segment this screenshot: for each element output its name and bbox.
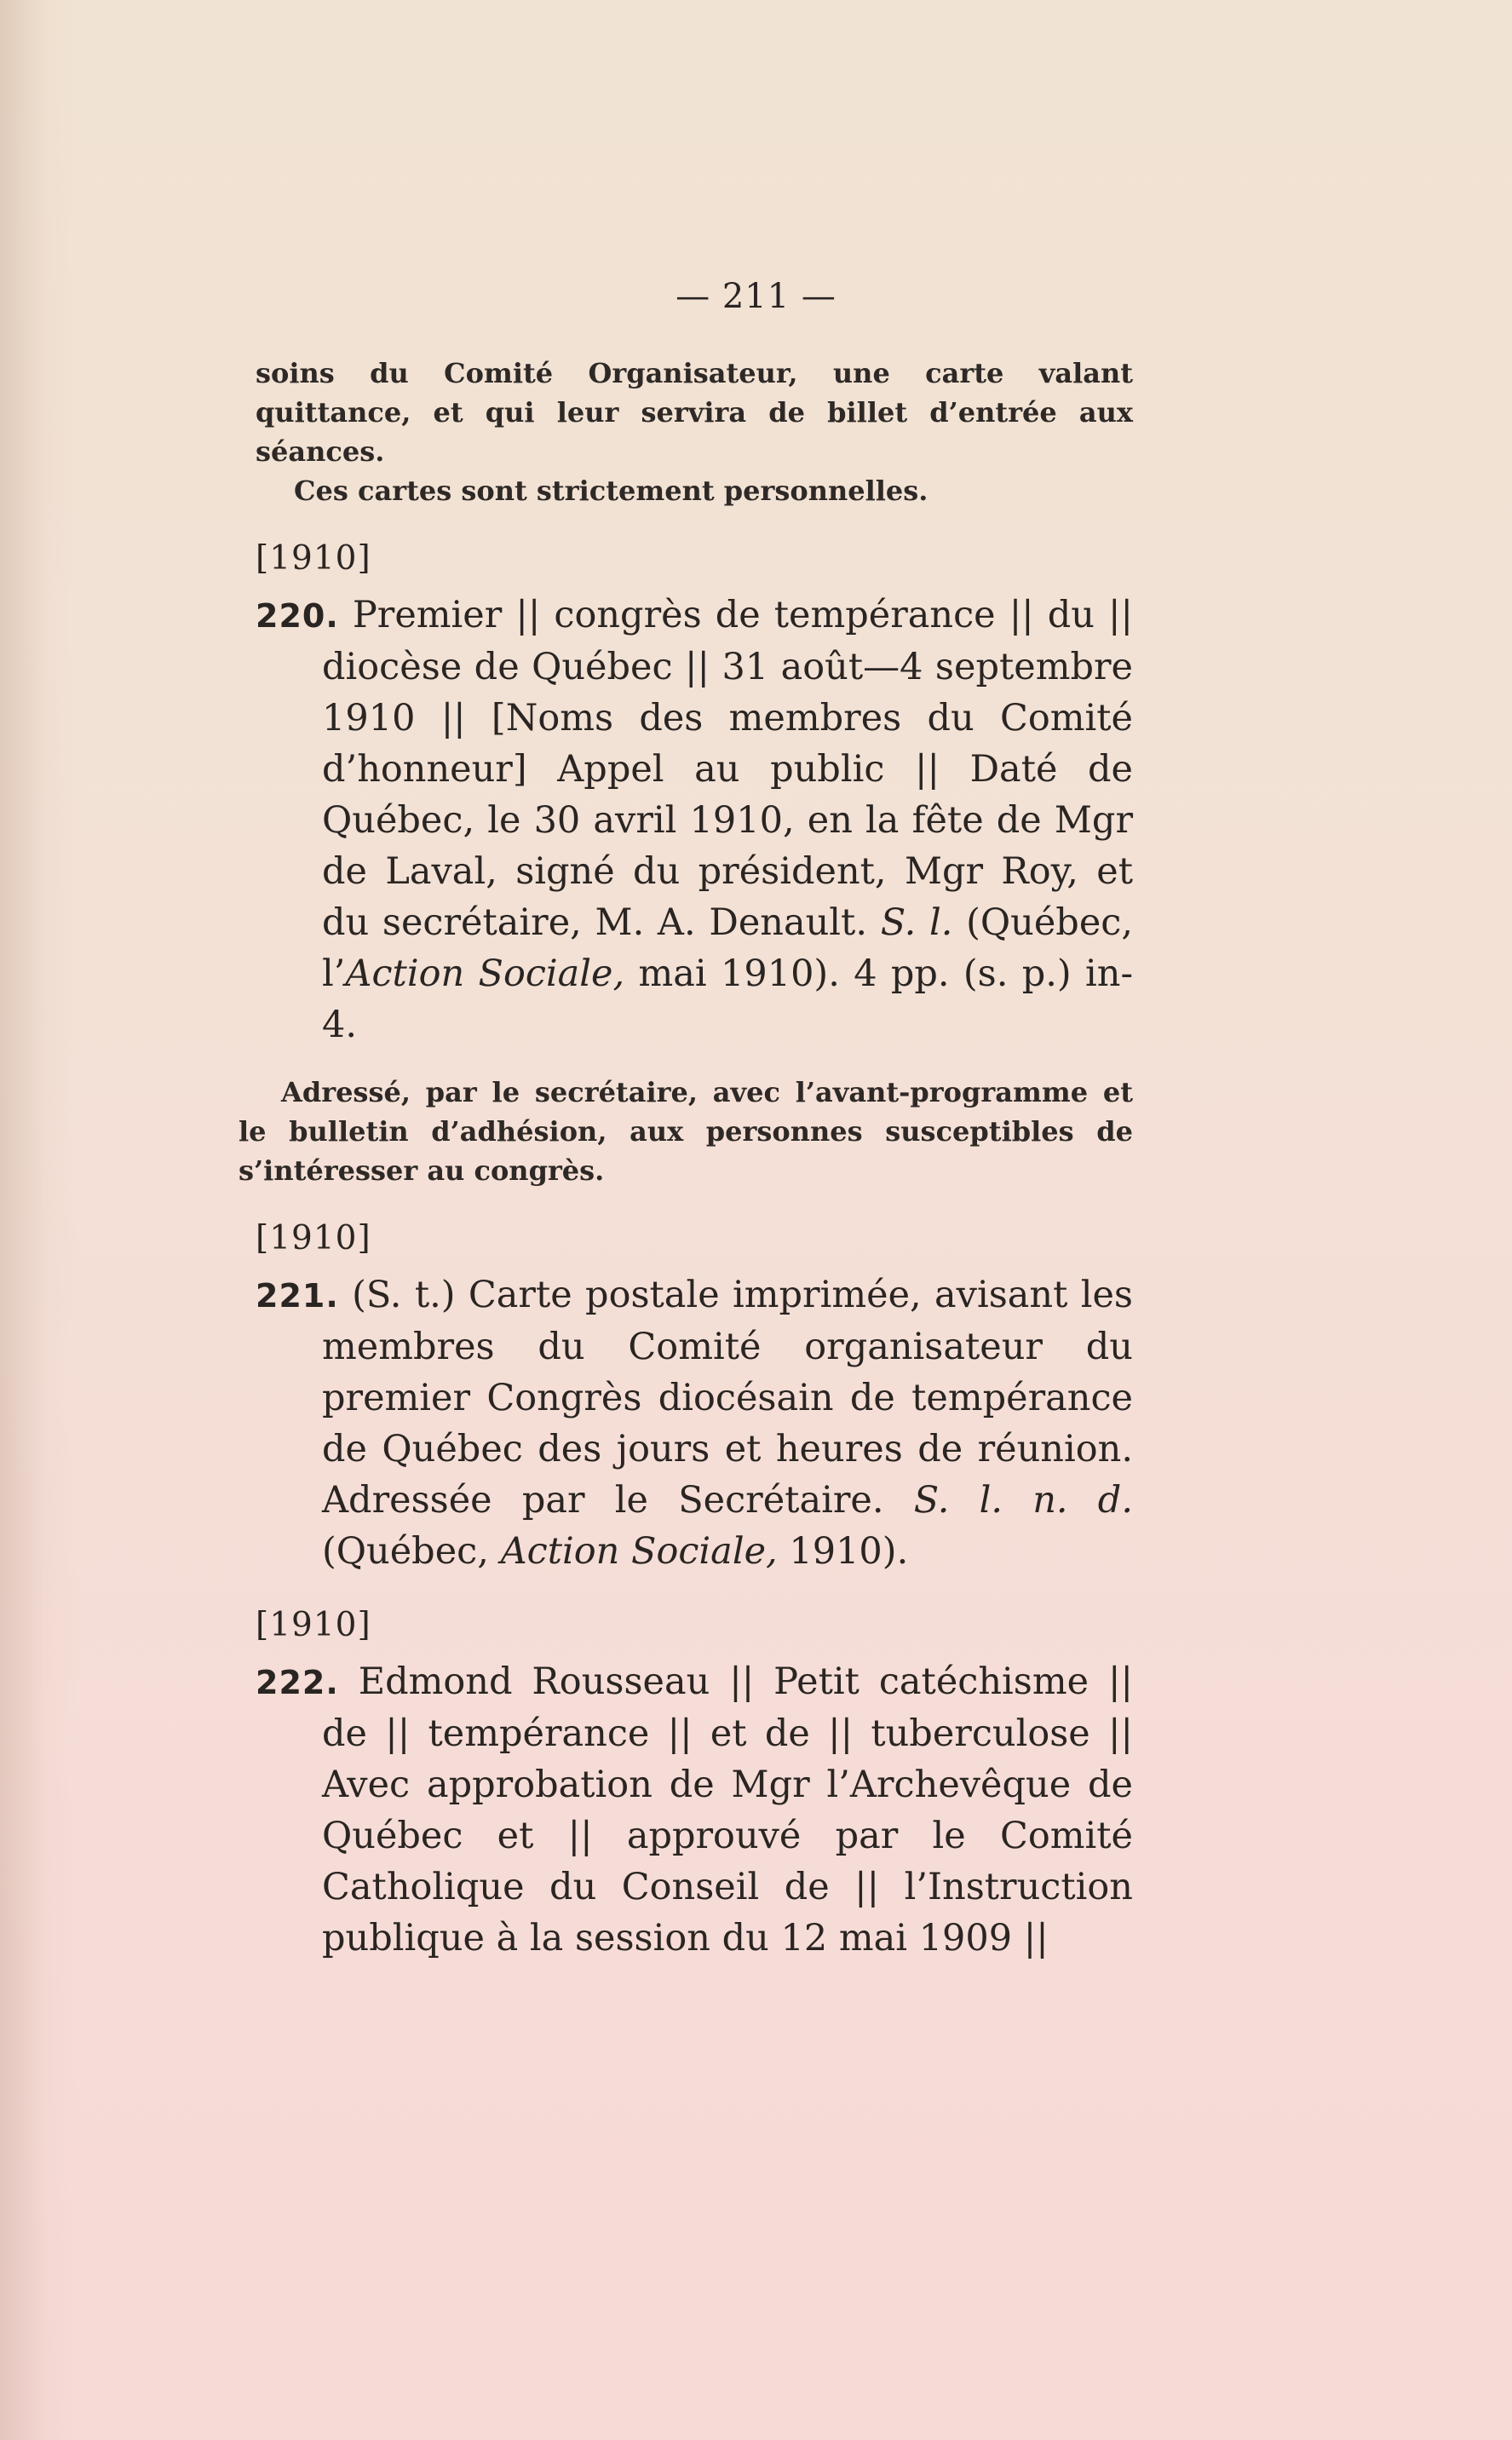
- entry-number: 221.: [256, 1277, 339, 1315]
- entry-publisher: Action Sociale,: [345, 952, 625, 995]
- entry-note-text: Adressé, par le secrétaire, avec l’avant-programme et le bulletin d’adhésion, aux personnes susceptibles de s’intéresser au congrès.: [239, 1076, 1133, 1187]
- entry-pub-open: (Québec,: [322, 1530, 489, 1573]
- entry-publisher: Action Sociale,: [500, 1530, 778, 1573]
- entry-note: [239, 1073, 1133, 1190]
- catalog-entry-221: [256, 1269, 1133, 1577]
- entry-text: Premier || congrès de tempérance || du || diocèse de Québec || 31 août—4 septembre 1910 || [Noms des membres du Comité d’honneur] Appel au public || Daté de Québec, le 30 avril 1910, en la fête de Mgr de Laval, signé du président, Mgr Roy, et du secrétaire, M. A. Denault.: [322, 594, 1133, 944]
- continued-note: [256, 354, 1133, 510]
- catalog-entry-222: [256, 1656, 1133, 1964]
- continued-note-text: soins du Comité Organisateur, une carte valant quittance, et qui leur servira de billet d’entrée aux séances.: [256, 357, 1133, 468]
- entry-year: [1910]: [256, 539, 371, 578]
- entry-text: (S. t.) Carte postale imprimée, avisant les membres du Comité organisateur du premier Congrès diocésain de tempérance de Québec des jours et heures de réunion. Adressée par le Secrétaire.: [322, 1274, 1133, 1522]
- entry-place-abbr: S. l.: [880, 901, 953, 944]
- entry-number: 222.: [256, 1664, 339, 1701]
- entry-pub-close: mai 1910). 4 pp. (s. p.) in-4.: [322, 952, 1134, 1046]
- entry-year: [1910]: [256, 1606, 371, 1644]
- entry-text: Edmond Rousseau || Petit catéchisme || de || tempérance || et de || tuberculose || Avec approbation de Mgr l’Archevêque de Québec et || approuvé par le Comité Catholique du Conseil de || l’Instruction publique à la session du 12 mai 1909 ||: [322, 1660, 1133, 1959]
- page-number: — 211 —: [676, 277, 836, 316]
- catalog-entry-220: [256, 590, 1133, 1050]
- entry-pub-open: (Québec, l’: [322, 901, 1134, 995]
- entry-place-abbr: S. l. n. d.: [913, 1479, 1134, 1522]
- gutter-shadow: [0, 0, 77, 2440]
- page-body: [239, 354, 1134, 1964]
- entry-pub-close: 1910).: [789, 1530, 909, 1573]
- entry-number: 220.: [256, 597, 339, 635]
- entry-year: [1910]: [256, 1219, 371, 1257]
- continued-note-text-2: Ces cartes sont strictement personnelles.: [294, 475, 928, 507]
